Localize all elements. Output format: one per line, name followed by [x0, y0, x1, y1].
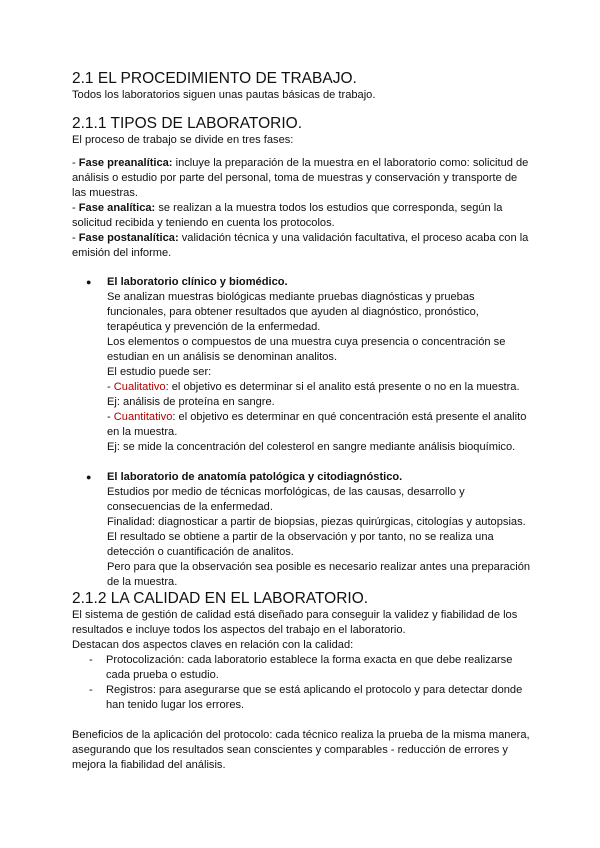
lab-paragraph: Pero para que la observación sea posible es necesario realizar antes una preparación de la muestra.: [107, 561, 531, 588]
section-heading: 2.1 EL PROCEDIMIENTO DE TRABAJO.: [72, 70, 357, 87]
phase-analytic: [72, 201, 532, 231]
phase-prefix: -: [72, 232, 79, 244]
lab-title: El laboratorio clínico y biomédico.: [107, 276, 288, 288]
quantitative-example: Ej: se mide la concentración del colesterol en sangre mediante análisis bioquímico.: [107, 441, 516, 453]
list-item-pathology-lab: [107, 470, 532, 590]
list-item: - Registros: para asegurarse que se está aplicando el protocolo y para detectar donde han tenido lugar los errores.: [106, 683, 532, 713]
phase-name: Fase postanalítica:: [78, 232, 179, 244]
lab-paragraph: Finalidad: diagnosticar a partir de biopsias, piezas quirúrgicas, citologías y autopsias.: [107, 516, 526, 528]
qualitative-label: Cualitativo: [113, 381, 166, 393]
quality-paragraph: El sistema de gestión de calidad está diseñado para conseguir la validez y fiabilidad de los resultados e incluye todos los aspectos del trabajo en el laboratorio.: [72, 609, 518, 636]
phase-name: Fase preanalítica:: [78, 157, 173, 169]
list-item-clinical-lab: [107, 275, 532, 455]
qualitative-example: Ej: análisis de proteína en sangre.: [107, 396, 275, 408]
quality-paragraph: Destacan dos aspectos claves en relación con la calidad:: [72, 639, 354, 651]
lab-title: El laboratorio de anatomía patológica y citodiagnóstico.: [107, 471, 403, 483]
phase-text: se realizan a la muestra todos los estudios que corresponda, según la solicitud recibida y teniendo en cuenta los protocolos.: [72, 202, 503, 229]
benefits-paragraph: Beneficios de la aplicación del protocolo: cada técnico realiza la prueba de la misma manera, asegurando que los resultados sean conscientes y comparables - reducción de errores y mejora la fiabilidad del análisis.: [72, 729, 530, 771]
subsection-intro: El proceso de trabajo se divide en tres fases:: [72, 134, 294, 146]
dash-prefix: -: [107, 411, 114, 423]
lab-paragraph: Los elementos o compuestos de una muestra cuya presencia o concentración se estudian en un análisis se denominan analitos.: [107, 336, 506, 363]
document-page: [72, 70, 532, 773]
lab-paragraph: Estudios por medio de técnicas morfológicas, de las causas, desarrollo y consecuencias de la enfermedad.: [107, 486, 465, 513]
phase-postanalytic: [72, 231, 532, 261]
quality-aspects-list: [72, 653, 532, 713]
lab-paragraph: El estudio puede ser:: [107, 366, 212, 378]
dash-prefix: -: [107, 381, 114, 393]
phase-text: incluye la preparación de la muestra en el laboratorio como: solicitud de análisis o estudio por parte del personal, toma de muestras y conservación y transporte de las muestras.: [72, 157, 529, 199]
laboratory-list: [72, 275, 532, 590]
phase-prefix: -: [72, 157, 79, 169]
quantitative-label: Cuantitativo: [113, 411, 173, 423]
phase-preanalytic: [72, 156, 532, 201]
subsection-heading: 2.1.2 LA CALIDAD EN EL LABORATORIO.: [72, 590, 369, 607]
phase-name: Fase analítica:: [78, 202, 156, 214]
phase-text: validación técnica y una validación facultativa, el proceso acaba con la emisión del informe.: [72, 232, 529, 259]
lab-paragraph: Se analizan muestras biológicas mediante pruebas diagnósticas y pruebas funcionales, para obtener resultados que ayuden al diagnóstico, pronóstico, terapéutica y prevención de la enfermedad.: [107, 291, 479, 333]
section-intro: Todos los laboratorios siguen unas pautas básicas de trabajo.: [72, 89, 376, 101]
subsection-heading: 2.1.1 TIPOS DE LABORATORIO.: [72, 115, 302, 132]
quantitative-line: [107, 410, 532, 440]
lab-paragraph: El resultado se obtiene a partir de la observación y por tanto, no se realiza una detección o cuantificación de analitos.: [107, 531, 494, 558]
quantitative-text: : el objetivo es determinar en qué concentración está presente el analito en la muestra.: [107, 411, 527, 438]
qualitative-text: : el objetivo es determinar si el analito está presente o no en la muestra.: [165, 381, 520, 393]
phase-prefix: -: [72, 202, 79, 214]
list-item: - Protocolización: cada laboratorio establece la forma exacta en que debe realizarse cada prueba o estudio.: [106, 653, 532, 683]
qualitative-line: [107, 380, 532, 395]
